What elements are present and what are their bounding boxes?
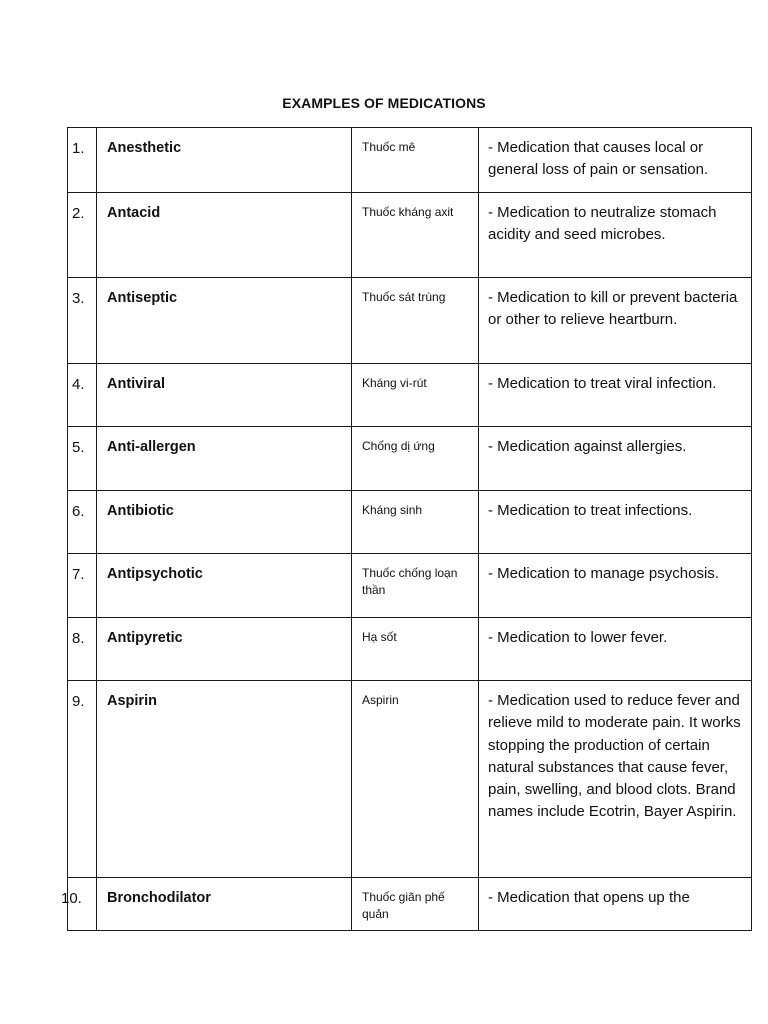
medication-description: - Medication used to reduce fever and relieve mild to moderate pain. It works stopping the production of certain natural substances that cause fever, pain, swelling, and blood clots. Brand names include Ecotrin, Bayer Aspirin.	[479, 681, 752, 878]
row-number: 9.	[68, 681, 97, 878]
vietnamese-name: Thuốc sát trùng	[352, 278, 479, 364]
table-row	[68, 681, 752, 878]
vietnamese-name: Kháng vi-rút	[352, 364, 479, 427]
row-number: 3.	[68, 278, 97, 364]
medication-description: - Medication to neutralize stomach acidity and seed microbes.	[479, 193, 752, 278]
medication-name: Anesthetic	[97, 128, 352, 193]
row-number: 8.	[68, 618, 97, 681]
vietnamese-name: Thuốc kháng axit	[352, 193, 479, 278]
medication-description: - Medication to kill or prevent bacteria or other to relieve heartburn.	[479, 278, 752, 364]
medication-name: Antiviral	[97, 364, 352, 427]
medications-table	[61, 127, 752, 931]
table-row	[68, 128, 752, 193]
medication-name: Antipsychotic	[97, 554, 352, 618]
medication-description: - Medication that causes local or general loss of pain or sensation.	[479, 128, 752, 193]
medication-name: Antipyretic	[97, 618, 352, 681]
vietnamese-name: Thuốc mê	[352, 128, 479, 193]
row-number: 5.	[68, 427, 97, 491]
table-row	[68, 618, 752, 681]
medication-name: Antibiotic	[97, 491, 352, 554]
medication-name: Antiseptic	[97, 278, 352, 364]
medication-description: - Medication to treat infections.	[479, 491, 752, 554]
medication-name: Aspirin	[97, 681, 352, 878]
medication-name: Antacid	[97, 193, 352, 278]
row-number: 7.	[68, 554, 97, 618]
vietnamese-name: Thuốc chống loạn thần	[352, 554, 479, 618]
table-row	[68, 193, 752, 278]
vietnamese-name: Kháng sinh	[352, 491, 479, 554]
table-row	[68, 278, 752, 364]
medication-name: Bronchodilator	[97, 878, 352, 931]
medication-description: - Medication that opens up the	[479, 878, 752, 931]
table-row	[68, 427, 752, 491]
row-number: 10.	[68, 878, 97, 931]
vietnamese-name: Aspirin	[352, 681, 479, 878]
row-number: 2.	[68, 193, 97, 278]
vietnamese-name: Thuốc giãn phế quản	[352, 878, 479, 931]
medication-name: Anti-allergen	[97, 427, 352, 491]
table-row	[68, 491, 752, 554]
vietnamese-name: Hạ sốt	[352, 618, 479, 681]
medication-description: - Medication to manage psychosis.	[479, 554, 752, 618]
medication-description: - Medication against allergies.	[479, 427, 752, 491]
table-row	[68, 554, 752, 618]
row-number: 6.	[68, 491, 97, 554]
table-row	[68, 878, 752, 931]
vietnamese-name: Chống dị ứng	[352, 427, 479, 491]
table-row	[68, 364, 752, 427]
medication-description: - Medication to treat viral infection.	[479, 364, 752, 427]
row-number: 1.	[68, 128, 97, 193]
medication-description: - Medication to lower fever.	[479, 618, 752, 681]
document-title: EXAMPLES OF MEDICATIONS	[282, 95, 486, 111]
row-number: 4.	[68, 364, 97, 427]
